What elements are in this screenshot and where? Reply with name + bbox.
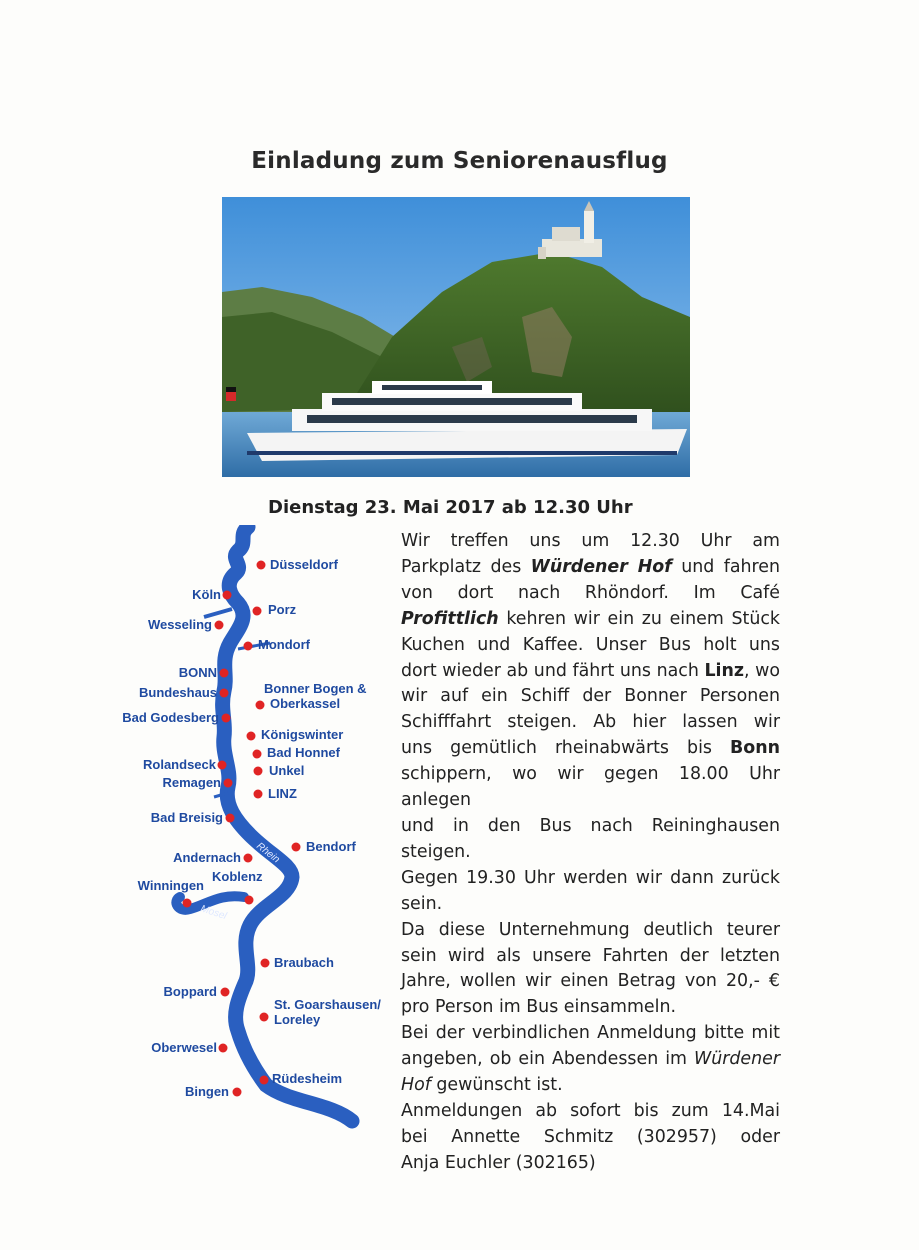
city-duesseldorf: Düsseldorf [270,557,338,572]
body-line-13: sein. [401,893,443,914]
city-linz: LINZ [268,786,297,801]
city-bingen: Bingen [184,1084,229,1099]
dot-bundeshaus [220,689,229,698]
body-line-21: Anmeldungen ab sofort bis zum 14.Mai [401,1100,780,1121]
dot-koblenz [245,896,254,905]
dot-bad-godesberg [222,714,231,723]
body-line-18: Bei der verbindlichen Anmeldung bitte mit [401,1023,780,1044]
dot-wesseling [215,621,224,630]
city-mondorf: Mondorf [258,637,310,652]
city-loreley: Loreley [274,1012,321,1027]
body-line-2: Parkplatz des Würdener Hof und fahren [401,556,780,577]
body-line-16: Jahre, wollen wir einen Betrag von 20,- € [401,971,780,992]
body-line-22: bei Annette Schmitz (302957) oder [401,1126,780,1147]
body-line-6: dort wieder ab und fährt uns nach Linz, wo [401,660,780,681]
city-porz: Porz [268,602,297,617]
body-line-10: schippern, wo wir gegen 18.00 Uhr anlegen [401,764,780,811]
dot-andernach [244,854,253,863]
body-line-8: Schifffahrt steigen. Ab hier lassen wir [401,712,780,733]
dot-duesseldorf [257,561,266,570]
date-line: Dienstag 23. Mai 2017 ab 12.30 Uhr [268,497,633,518]
city-bundeshaus: Bundeshaus [138,685,217,700]
body-line-11: und in den Bus nach Reininghausen steigen. [401,815,780,862]
dot-koeln [223,591,232,600]
dot-remagen [224,779,233,788]
city-winningen: Winningen [137,878,204,893]
dot-porz [253,607,262,616]
city-rolandseck: Rolandseck [143,757,216,772]
dot-oberkassel [256,701,265,710]
city-bad-breisig: Bad Breisig [150,810,223,825]
city-unkel: Unkel [269,763,305,778]
city-andernach: Andernach [173,850,241,865]
cafe-name: Profittlich [401,608,499,629]
body-line-5: Kuchen und Kaffee. Unser Bus holt uns [401,634,780,655]
body-line-15: sein wird als unsere Fahrten der letzten [401,945,780,966]
city-remagen: Remagen [162,775,221,790]
city-braubach: Braubach [274,955,334,970]
mosel-label: Mosel [199,903,228,923]
dot-boppard [221,988,230,997]
dot-bonn [220,669,229,678]
body-line-1: Wir treffen uns um 12.30 Uhr am [401,531,780,551]
venue-name: Würdener Hof [530,556,672,577]
bonn-emphasis: Bonn [730,738,780,759]
body-line-3: von dort nach Rhöndorf. Im Café [401,582,780,603]
invitation-text [401,529,780,1177]
body-line-14: Da diese Unternehmung deutlich teurer [401,919,780,940]
body-line-7: wir auf ein Schiff der Bonner Personen [401,686,780,707]
dot-winningen [183,899,192,908]
city-koeln: Köln [192,587,221,602]
dot-unkel [254,767,263,776]
body-line-4: Profittlich kehren wir ein zu einem Stück [401,608,780,629]
body-line-17: pro Person im Bus einsammeln. [401,997,677,1018]
body-line-12: Gegen 19.30 Uhr werden wir dann zurück [401,867,780,888]
city-bad-godesberg: Bad Godesberg [122,710,219,725]
city-ruedesheim: Rüdesheim [272,1071,343,1086]
city-st-goarshausen: St. Goarshausen/ [274,997,381,1012]
rhine-label: Rhein [254,840,282,866]
dot-koenigswinter [247,732,256,741]
city-bonn: BONN [178,665,217,680]
city-boppard: Boppard [163,984,217,999]
city-koblenz: Koblenz [212,869,263,884]
body-line-23: Anja Euchler (302165) [401,1152,596,1173]
rhine-route-map [120,525,395,1130]
body-line-9: uns gemütlich rheinabwärts bis Bonn [401,738,780,759]
city-koenigswinter: Königswinter [261,727,344,742]
city-bad-honnef: Bad Honnef [267,745,340,760]
dot-linz [254,790,263,799]
dot-bad-honnef [253,750,262,759]
venue-name-2: Würdener [694,1049,780,1070]
page-title: Einladung zum Seniorenausflug [251,148,668,174]
dot-ruedesheim [260,1076,269,1085]
city-bendorf: Bendorf [306,839,356,854]
city-bonner-bogen: Bonner Bogen & [264,681,367,696]
linz-emphasis: Linz [704,660,744,681]
dot-st-goarshausen [260,1013,269,1022]
city-oberkassel: Oberkassel [270,696,341,711]
castle-hill-ship-photo [222,197,690,477]
body-line-19: angeben, ob ein Abendessen im Würdener [401,1049,780,1070]
dot-braubach [261,959,270,968]
city-oberwesel: Oberwesel [151,1040,217,1055]
city-wesseling: Wesseling [147,617,212,632]
dot-bad-breisig [226,814,235,823]
dot-oberwesel [219,1044,228,1053]
dot-bendorf [292,843,301,852]
dot-bingen [233,1088,242,1097]
dot-rolandseck [218,761,227,770]
body-line-20: Hof gewünscht ist. [401,1075,563,1096]
dot-mondorf [244,642,253,651]
